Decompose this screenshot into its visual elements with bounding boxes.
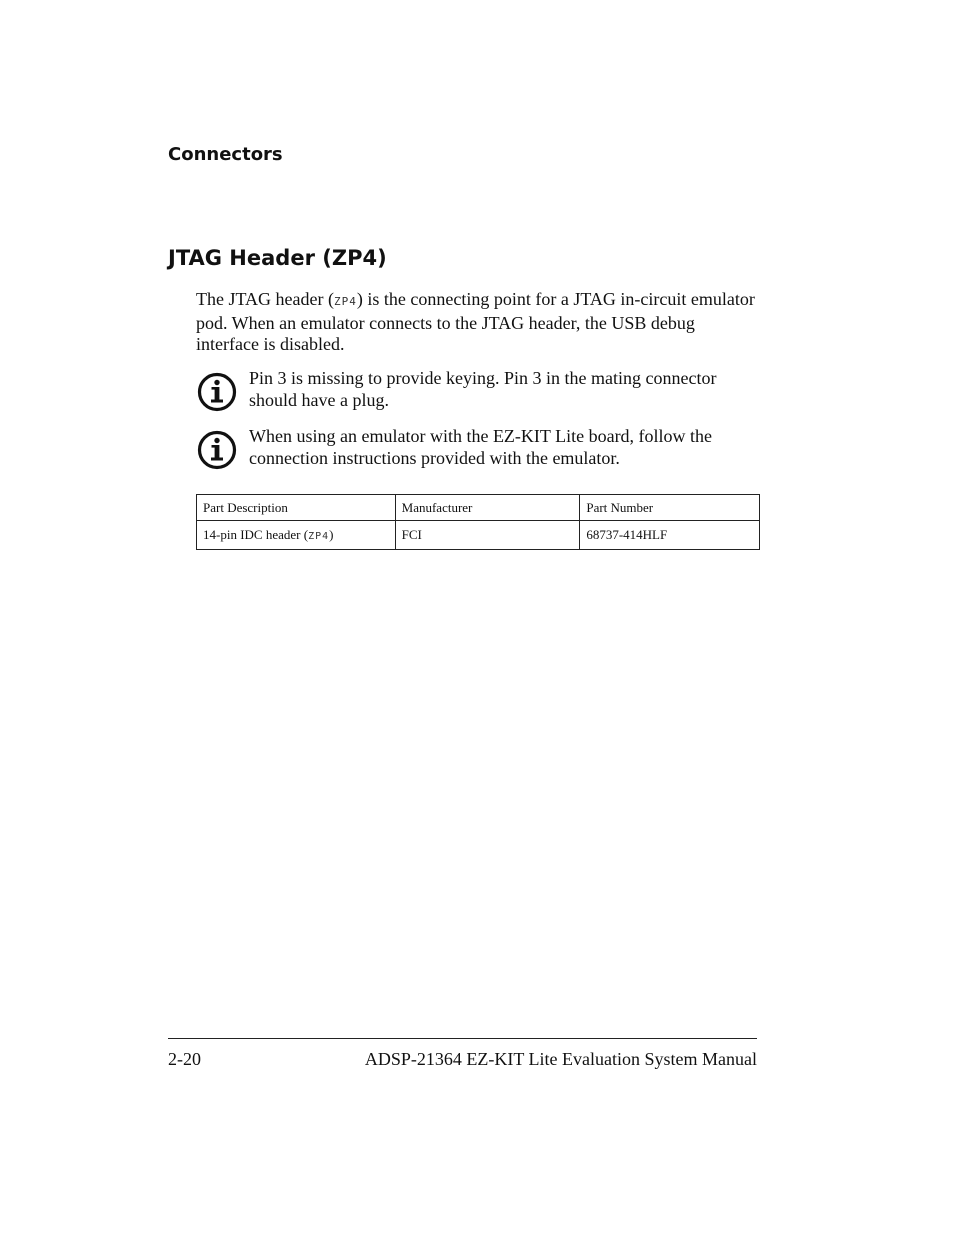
cell-part-description [197, 521, 396, 550]
info-icon [196, 429, 238, 471]
info-icon [196, 371, 238, 413]
intro-text-before: The JTAG header ( [196, 289, 334, 309]
note-2-text: When using an emulator with the EZ-KIT Lite board, follow the connection instructions provided with the emulator. [249, 426, 713, 468]
parts-table [196, 494, 760, 550]
desc-suffix: ) [329, 527, 334, 542]
intro-text-after: ) is the connecting point for a JTAG in-circuit emulator pod. When an emulator connects to the JTAG header, the USB debug interface is disabled. [196, 289, 755, 354]
intro-code: ZP4 [334, 295, 357, 308]
table-row [197, 521, 760, 550]
desc-code: ZP4 [308, 531, 330, 542]
cell-part-number: 68737-414HLF [580, 521, 760, 550]
header-manufacturer: Manufacturer [395, 495, 580, 521]
intro-paragraph [196, 289, 761, 356]
footer-divider [168, 1038, 757, 1039]
note-1-text: Pin 3 is missing to provide keying. Pin 3 in the mating connector should have a plug. [249, 368, 717, 410]
header-part-description: Part Description [197, 495, 396, 521]
section-title: JTAG Header (ZP4) [168, 246, 387, 270]
table-header-row [197, 495, 760, 521]
manual-title: ADSP-21364 EZ-KIT Lite Evaluation System Manual [364, 1049, 757, 1069]
cell-manufacturer: FCI [395, 521, 580, 550]
page-number: 2-20 [168, 1049, 201, 1069]
header-part-number: Part Number [580, 495, 760, 521]
running-header: Connectors [168, 144, 283, 165]
desc-prefix: 14-pin IDC header ( [203, 527, 309, 542]
